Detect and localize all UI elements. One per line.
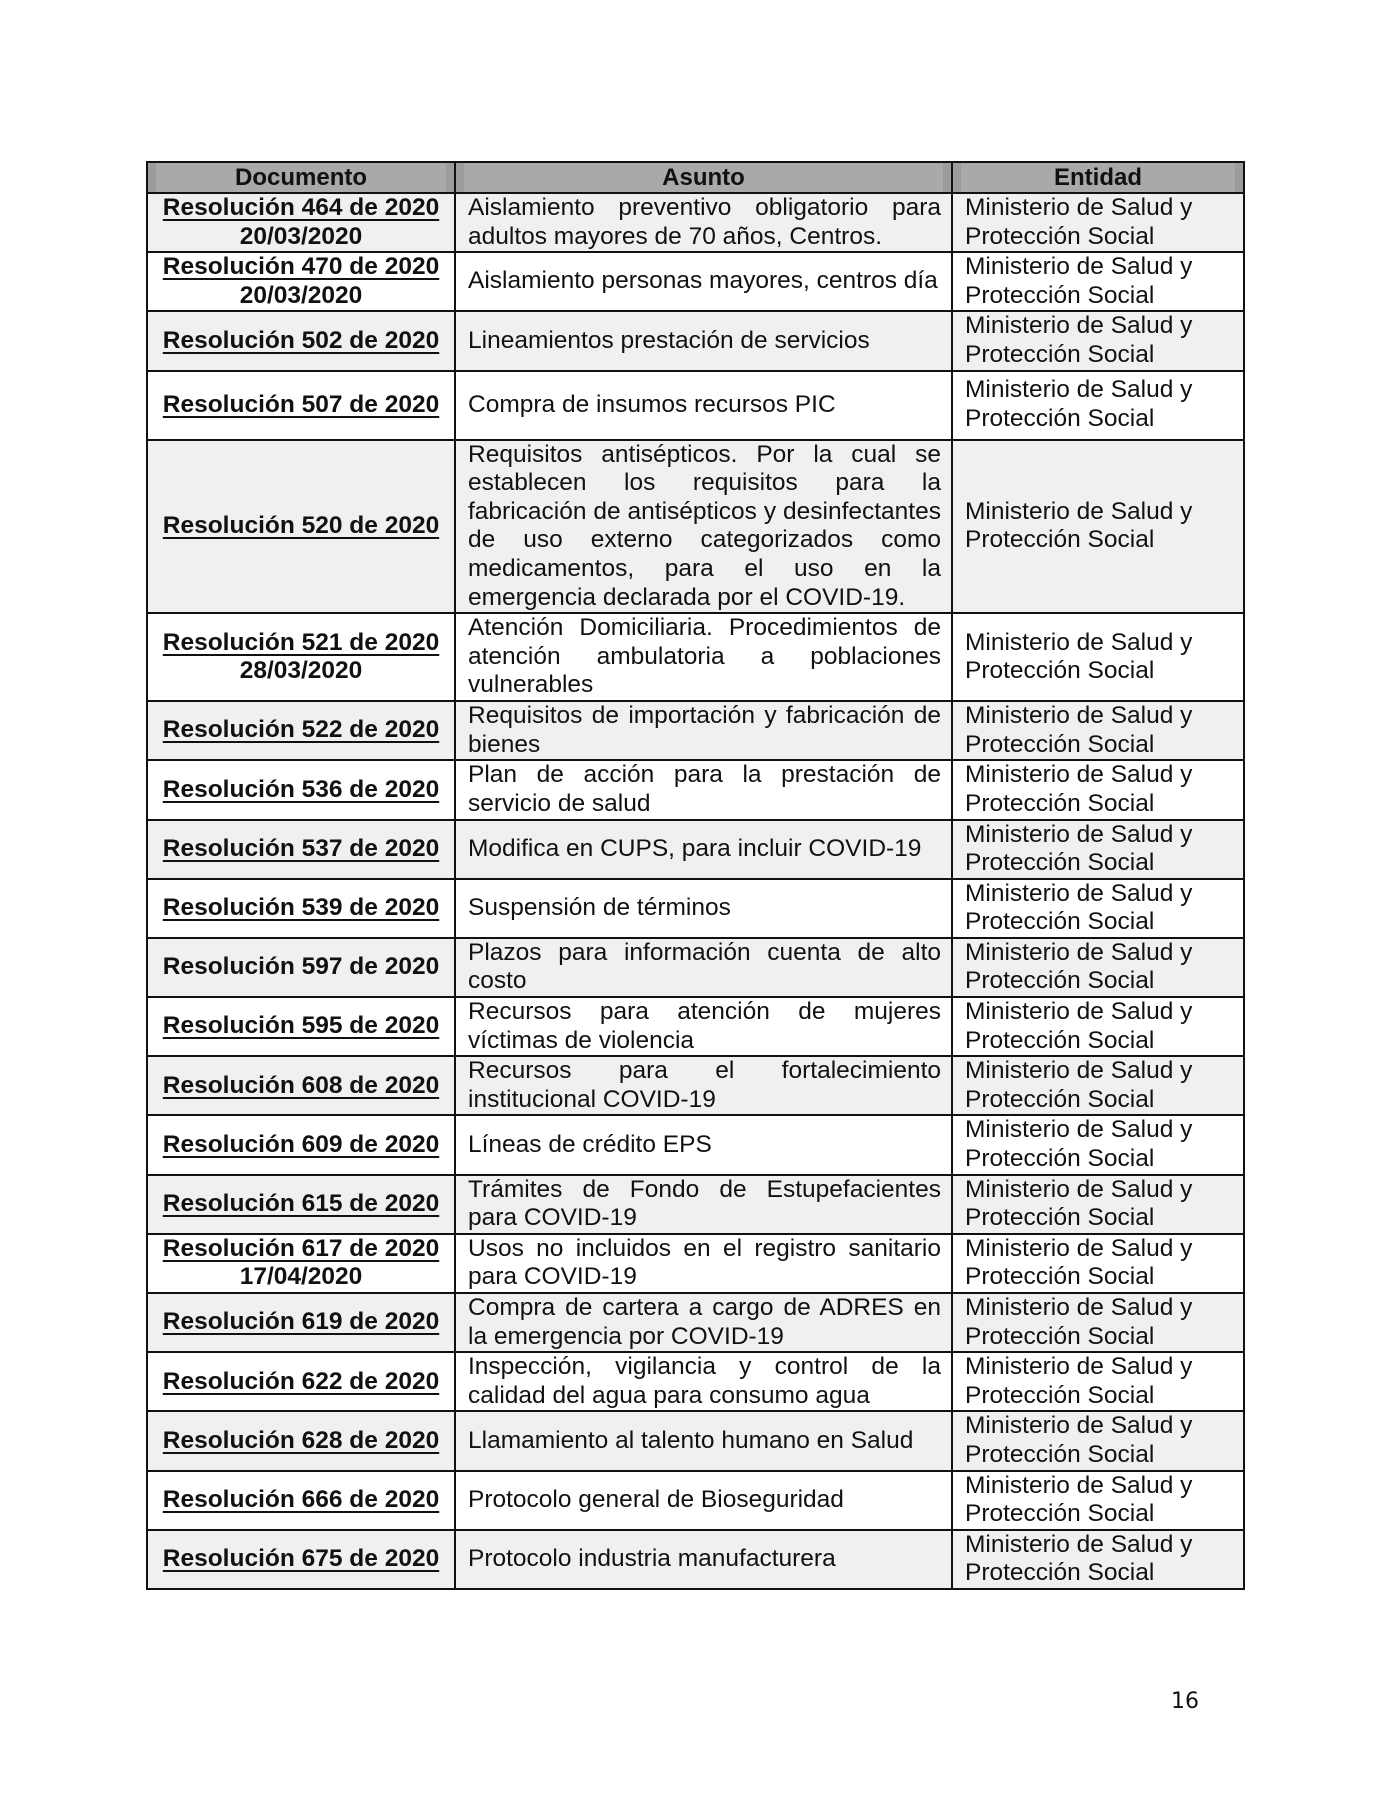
table-body [147,193,1244,1589]
entidad-cell [952,1234,1244,1293]
resolution-link[interactable]: Resolución 615 de 2020 [162,1189,440,1217]
asunto-cell: Lineamientos prestación de servicios [455,311,952,370]
resolution-link[interactable]: Resolución 622 de 2020 [162,1367,440,1395]
asunto-cell: Modifica en CUPS, para incluir COVID-19 [455,820,952,879]
documento-cell [147,1175,455,1234]
entidad-line-1: Ministerio de Salud y [965,1116,1193,1144]
entidad-line-2: Protección Social [965,1263,1155,1291]
entidad-line-2: Protección Social [965,526,1155,554]
entidad-cell [952,1056,1244,1115]
entidad-cell [952,371,1244,440]
entidad-line-1: Ministerio de Salud y [965,1234,1193,1262]
entidad-line-1: Ministerio de Salud y [965,1175,1193,1203]
entidad-line-1: Ministerio de Salud y [965,312,1193,340]
asunto-cell: Protocolo general de Bioseguridad [455,1471,952,1530]
entidad-cell [952,193,1244,252]
documento-cell [147,252,455,311]
table-row [147,311,1244,370]
entidad-line-2: Protección Social [965,281,1155,309]
entidad-line-2: Protección Social [965,1440,1155,1468]
entidad-cell [952,1115,1244,1174]
header-entidad: Entidad [952,162,1244,193]
table-row [147,938,1244,997]
resolution-link[interactable]: Resolución 617 de 2020 [162,1234,440,1262]
entidad-line-1: Ministerio de Salud y [965,1294,1193,1321]
documento-cell [147,879,455,938]
resolution-link[interactable]: Resolución 521 de 2020 [162,628,440,656]
entidad-line-1: Ministerio de Salud y [965,253,1193,281]
documento-cell [147,1352,455,1411]
entidad-line-2: Protección Social [965,222,1155,250]
table-row [147,1175,1244,1234]
entidad-cell [952,820,1244,879]
entidad-line-1: Ministerio de Salud y [965,1412,1193,1440]
asunto-cell: Suspensión de términos [455,879,952,938]
table-row [147,613,1244,701]
documento-cell [147,1293,455,1352]
documento-cell [147,938,455,997]
table-row [147,1471,1244,1530]
documento-cell [147,440,455,614]
asunto-cell: Recursos para el fortalecimiento institucional COVID-19 [455,1056,952,1115]
documento-cell [147,193,455,252]
entidad-cell [952,1471,1244,1530]
entidad-line-1: Ministerio de Salud y [965,998,1193,1026]
resolution-link[interactable]: Resolución 619 de 2020 [162,1308,440,1336]
entidad-cell [952,1293,1244,1352]
table-row [147,1056,1244,1115]
resolution-link[interactable]: Resolución 464 de 2020 [162,194,440,222]
asunto-cell: Trámites de Fondo de Estupefacientes para COVID-19 [455,1175,952,1234]
resolution-link[interactable]: Resolución 520 de 2020 [162,512,440,540]
table-row [147,820,1244,879]
entidad-line-1: Ministerio de Salud y [965,1353,1193,1381]
entidad-line-1: Ministerio de Salud y [965,628,1193,656]
table-row [147,371,1244,440]
resolution-link[interactable]: Resolución 537 de 2020 [162,834,440,862]
resolution-link[interactable]: Resolución 536 de 2020 [162,775,440,803]
entidad-line-2: Protección Social [965,908,1155,936]
entidad-line-1: Ministerio de Salud y [965,1471,1193,1499]
table-row [147,1234,1244,1293]
entidad-cell [952,440,1244,614]
entidad-line-2: Protección Social [965,1145,1155,1173]
entidad-cell [952,311,1244,370]
asunto-cell: Protocolo industria manufacturera [455,1530,952,1589]
entidad-line-2: Protección Social [965,1026,1155,1054]
resolution-link[interactable]: Resolución 675 de 2020 [162,1545,440,1573]
entidad-line-2: Protección Social [965,1559,1155,1587]
entidad-line-2: Protección Social [965,1322,1155,1350]
entidad-line-2: Protección Social [965,405,1155,433]
documento-cell [147,613,455,701]
table-row [147,1530,1244,1589]
documento-cell [147,760,455,819]
resolution-link[interactable]: Resolución 507 de 2020 [162,390,440,418]
asunto-cell: Atención Domiciliaria. Procedimientos de atención ambulatoria a poblaciones vulnerables [455,613,952,701]
entidad-cell [952,701,1244,760]
table-row [147,760,1244,819]
entidad-line-2: Protección Social [965,730,1155,758]
entidad-line-1: Ministerio de Salud y [965,938,1193,966]
entidad-line-2: Protección Social [965,657,1155,685]
documento-cell [147,1115,455,1174]
entidad-line-1: Ministerio de Salud y [965,761,1193,789]
resolution-date: 20/03/2020 [239,222,363,250]
entidad-line-2: Protección Social [965,1381,1155,1409]
documento-cell [147,1530,455,1589]
entidad-line-1: Ministerio de Salud y [965,702,1193,730]
resolution-date: 28/03/2020 [239,657,363,685]
page-number: 16 [1171,1689,1199,1714]
asunto-cell: Inspección, vigilancia y control de la calidad del agua para consumo agua [455,1352,952,1411]
entidad-cell [952,879,1244,938]
asunto-cell: Usos no incluidos en el registro sanitario para COVID-19 [455,1234,952,1293]
header-asunto: Asunto [455,162,952,193]
documento-cell [147,1471,455,1530]
asunto-cell: Aislamiento preventivo obligatorio para adultos mayores de 70 años, Centros. [455,193,952,252]
resolution-link[interactable]: Resolución 539 de 2020 [162,894,440,922]
resolution-link[interactable]: Resolución 595 de 2020 [162,1012,440,1040]
entidad-cell [952,938,1244,997]
table-row [147,879,1244,938]
asunto-cell: Plan de acción para la prestación de servicio de salud [455,760,952,819]
asunto-cell: Compra de insumos recursos PIC [455,371,952,440]
asunto-cell: Requisitos de importación y fabricación de bienes [455,701,952,760]
documento-cell [147,1056,455,1115]
resolution-date: 17/04/2020 [239,1263,363,1291]
entidad-line-2: Protección Social [965,849,1155,877]
resolution-date: 20/03/2020 [239,281,363,309]
table-row [147,1352,1244,1411]
resolution-link[interactable]: Resolución 522 de 2020 [162,716,440,744]
table-row [147,193,1244,252]
entidad-line-1: Ministerio de Salud y [965,194,1193,221]
entidad-cell [952,1530,1244,1589]
entidad-cell [952,252,1244,311]
documento-cell [147,371,455,440]
entidad-line-1: Ministerio de Salud y [965,376,1193,404]
entidad-line-2: Protección Social [965,1085,1155,1113]
asunto-cell: Plazos para información cuenta de alto costo [455,938,952,997]
entidad-line-2: Protección Social [965,1204,1155,1232]
asunto-cell: Aislamiento personas mayores, centros día [455,252,952,311]
asunto-cell: Líneas de crédito EPS [455,1115,952,1174]
table-row [147,1115,1244,1174]
entidad-cell [952,1175,1244,1234]
table-row [147,252,1244,311]
entidad-line-2: Protección Social [965,1500,1155,1528]
asunto-cell: Recursos para atención de mujeres víctimas de violencia [455,997,952,1056]
resolutions-table [146,161,1245,1590]
table-row [147,701,1244,760]
header-documento: Documento [147,162,455,193]
entidad-line-2: Protección Social [965,967,1155,995]
entidad-line-1: Ministerio de Salud y [965,1057,1193,1085]
entidad-cell [952,1411,1244,1470]
resolution-link[interactable]: Resolución 666 de 2020 [162,1485,440,1513]
entidad-cell [952,760,1244,819]
resolution-link[interactable]: Resolución 608 de 2020 [162,1071,440,1099]
resolution-link[interactable]: Resolución 470 de 2020 [162,253,440,281]
entidad-line-1: Ministerio de Salud y [965,1530,1193,1558]
documento-cell [147,701,455,760]
resolution-link: Resolución 597 de 2020 [162,953,440,981]
entidad-line-2: Protección Social [965,789,1155,817]
entidad-line-1: Ministerio de Salud y [965,820,1193,848]
resolution-link[interactable]: Resolución 502 de 2020 [162,326,440,354]
entidad-line-1: Ministerio de Salud y [965,879,1193,907]
resolution-link[interactable]: Resolución 609 de 2020 [162,1130,440,1158]
entidad-line-2: Protección Social [965,340,1155,368]
table-row [147,440,1244,614]
table-row [147,997,1244,1056]
entidad-cell [952,997,1244,1056]
documento-cell [147,311,455,370]
asunto-cell: Compra de cartera a cargo de ADRES en la emergencia por COVID-19 [455,1293,952,1352]
documento-cell [147,820,455,879]
table-header-row [147,162,1244,193]
table-row [147,1411,1244,1470]
entidad-cell [952,1352,1244,1411]
table-row [147,1293,1244,1352]
resolution-link[interactable]: Resolución 628 de 2020 [162,1426,440,1454]
asunto-cell: Requisitos antisépticos. Por la cual se establecen los requisitos para la fabricación de antisépticos y desinfectantes de uso externo categorizados como medicamentos, para el uso en la emergencia declarada por el COVID-19. [455,440,952,614]
documento-cell [147,1234,455,1293]
documento-cell [147,1411,455,1470]
documento-cell [147,997,455,1056]
asunto-cell: Llamamiento al talento humano en Salud [455,1411,952,1470]
entidad-cell [952,613,1244,701]
entidad-line-1: Ministerio de Salud y [965,497,1193,525]
